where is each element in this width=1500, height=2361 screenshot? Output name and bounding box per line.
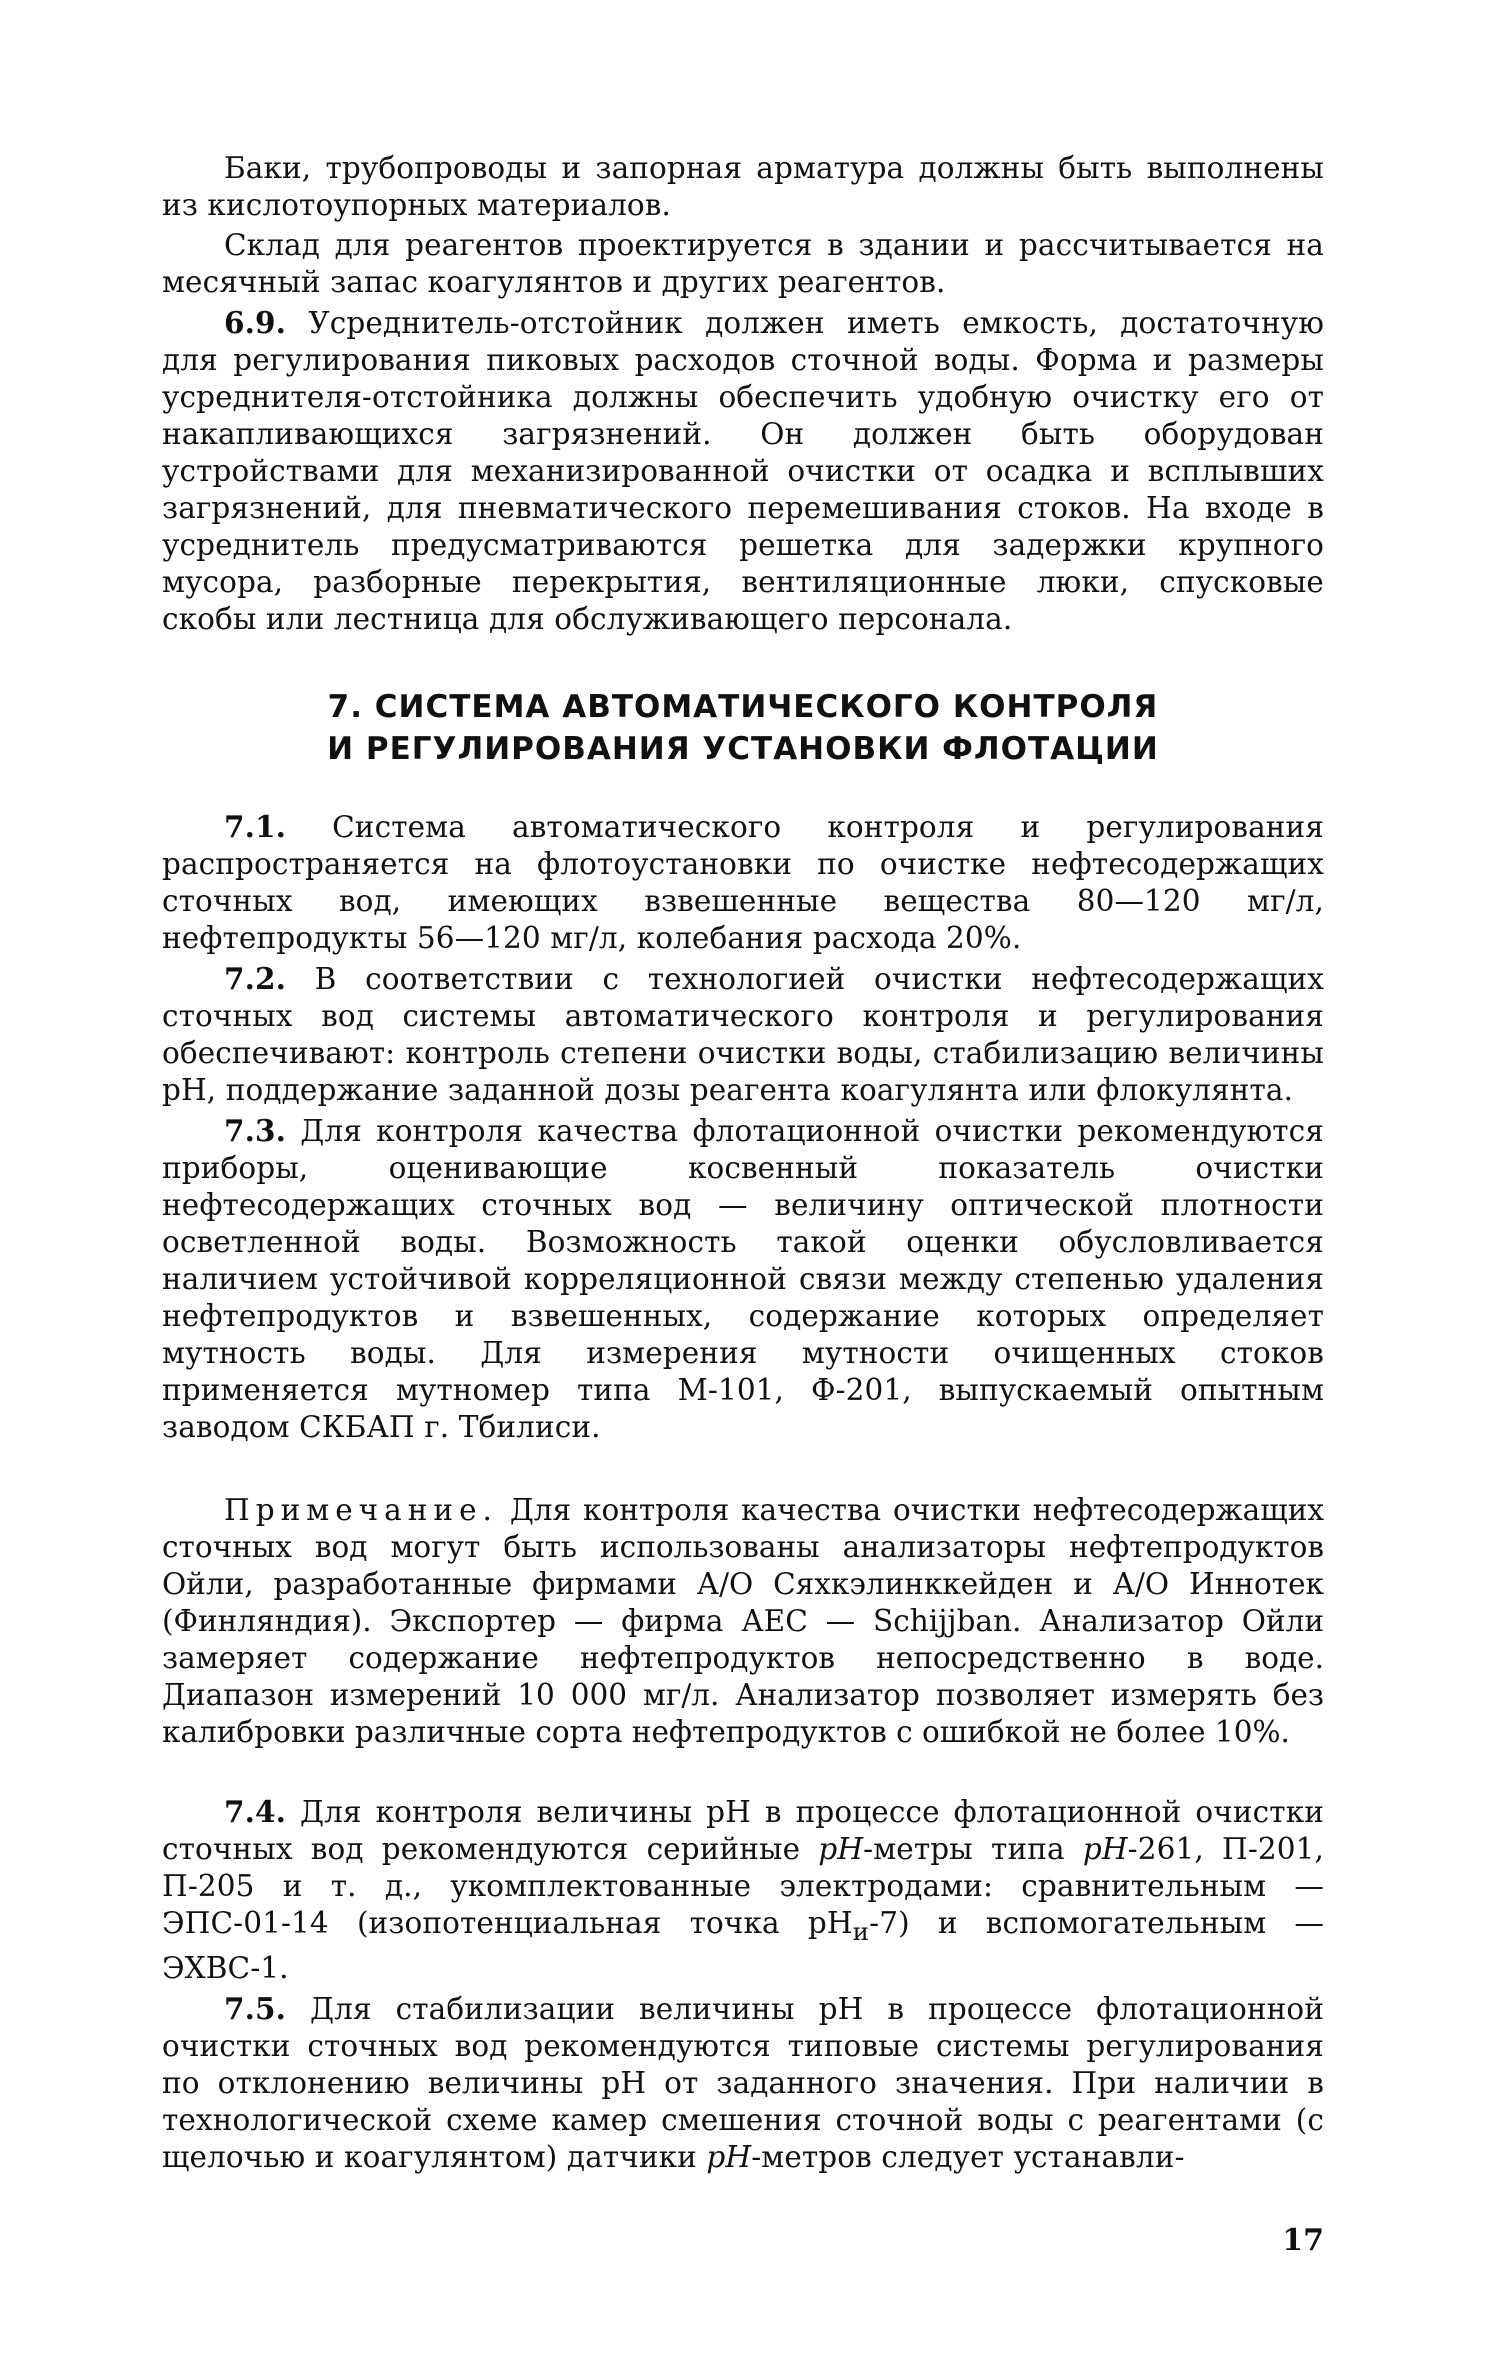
paragraph-warehouse xyxy=(162,227,1324,301)
paragraph-text: Склад для реагентов проектируется в здании и рассчитывается на месячный запас коагулянтов и других реагентов. xyxy=(162,228,1324,299)
paragraph-number: 7.3. xyxy=(224,1113,286,1148)
paragraph-7-1 xyxy=(162,808,1324,957)
paragraph-7-3 xyxy=(162,1112,1324,1446)
paragraph-text-part-2: -метры типа xyxy=(863,1832,1083,1866)
paragraph-number: 7.5. xyxy=(224,1990,286,2026)
ph-term: pH xyxy=(818,1832,864,1866)
paragraph-text: Усреднитель-отстойник должен иметь емкость, достаточную для регулирования пиковых расходов сточной воды. Форма и размеры усреднителя-отстойника должны обеспечить удобную очистку его от накапливающихся загрязнений. Он должен быть оборудован устройствами для механизированной очистки от осадка и всплывших загрязнений, для пневматического перемешивания стоков. На входе в усреднитель предусматриваются решетка для задержки крупного мусора, разборные перекрытия, вентиляционные люки, спусковые скобы или лестница для обслуживающего персонала. xyxy=(162,306,1324,636)
paragraph-text: Для контроля качества флотационной очистки рекомендуются приборы, оценивающие косвенный показатель очистки нефтесодержащих сточных вод — величину оптической плотности осветленной воды. Возможность такой оценки обусловливается наличием устойчивой корреляционной связи между степенью удаления нефтепродуктов и взвешенных, содержание которых определяет мутность воды. Для измерения мутности очищенных стоков применяется мутномер типа М-101, Ф-201, выпускаемый опытным заводом СКБАП г. Тбилиси. xyxy=(162,1114,1324,1444)
ph-subscript: и xyxy=(852,1916,870,1946)
paragraph-text-part-1: Для стабилизации величины рН в процессе флотационной очистки сточных вод рекомендуются типовые системы регулирования по отклонению величины рН от заданного значения. При наличии в технологической схеме камер смешения сточной воды с реагентами (с щелочью и коагулянтом) датчики xyxy=(162,1991,1324,2174)
paragraph-number: 6.9. xyxy=(224,305,286,340)
paragraph-number: 7.4. xyxy=(224,1794,286,1829)
note-label: Примечание. xyxy=(224,1493,498,1527)
paragraph-number: 7.2. xyxy=(224,961,286,996)
page-body xyxy=(162,150,1324,2179)
section-heading xyxy=(162,686,1324,770)
paragraph-text: Баки, трубопроводы и запорная арматура должны быть выполнены из кислотоупорных материалов. xyxy=(162,151,1324,222)
paragraph-tanks xyxy=(162,150,1324,224)
note-text: Для контроля качества очистки нефтесодержащих сточных вод могут быть использованы анализаторы нефтепродуктов Ойли, разработанные фирмами А/О Сяхкэлинккейден и А/О Иннотек (Финляндия). Экспортер — фирма АЕС — Schijjban. Анализатор Ойли замеряет содержание нефтепродуктов непосредственно в воде. Диапазон измерений 10 000 мг/л. Анализатор позволяет измерять без калибровки различные сорта нефтепродуктов с ошибкой не более 10%. xyxy=(162,1493,1324,1749)
note-paragraph xyxy=(162,1492,1324,1751)
paragraph-text-part-1: Для контроля величины рН в процессе флотационной очистки сточных вод рекомендуются серийные xyxy=(162,1795,1324,1866)
heading-line-1: 7. СИСТЕМА АВТОМАТИЧЕСКОГО КОНТРОЛЯ xyxy=(327,689,1159,725)
heading-line-2: И РЕГУЛИРОВАНИЯ УСТАНОВКИ ФЛОТАЦИИ xyxy=(327,731,1159,767)
paragraph-text-part-2: -метров следует устанавли- xyxy=(751,2139,1185,2174)
paragraph-6-9 xyxy=(162,304,1324,638)
paragraph-7-5 xyxy=(162,1990,1324,2176)
paragraph-text: Система автоматического контроля и регулирования распространяется на флотоустановки по очистке нефтесодержащих сточных вод, имеющих взвешенные вещества 80—120 мг/л, нефтепродукты 56—120 мг/л, колебания расхода 20%. xyxy=(162,810,1324,955)
paragraph-number: 7.1. xyxy=(224,809,286,844)
page-number: 17 xyxy=(1282,2223,1324,2258)
paragraph-text: В соответствии с технологией очистки нефтесодержащих сточных вод системы автоматического контроля и регулирования обеспечивают: контроль степени очистки воды, стабилизацию величины рН, поддержание заданной дозы реагента коагулянта или флокулянта. xyxy=(162,962,1324,1107)
paragraph-7-2 xyxy=(162,960,1324,1109)
paragraph-text-part-3: -261, П-201, П-205 и т. д., укомплектованные электродами: сравнительным — ЭПС-01-14 (изопотенциальная точка рН xyxy=(162,1832,1324,1940)
ph-term: pH xyxy=(706,2139,752,2174)
paragraph-7-4 xyxy=(162,1793,1324,1987)
paragraph-text-part-4: -7) и вспомогательным — ЭХВС-1. xyxy=(162,1906,1324,1985)
ph-term: pH xyxy=(1082,1832,1128,1866)
